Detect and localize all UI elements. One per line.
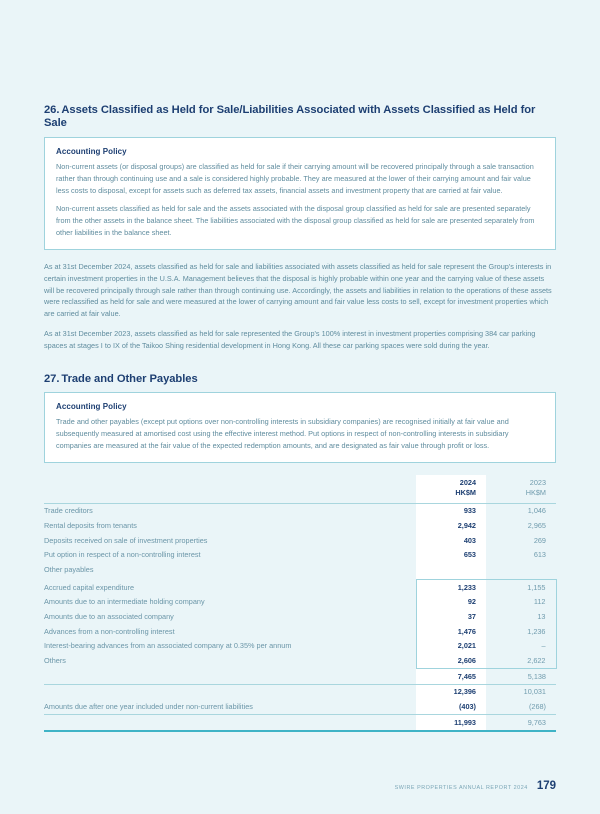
row-label: Rental deposits from tenants — [44, 520, 137, 530]
row-label: Deposits received on sale of investment properties — [44, 535, 208, 545]
row-value-2023: 2,965 — [527, 520, 546, 530]
table-header-2023 — [486, 475, 556, 503]
note-26-policy-paragraph-1: Non-current assets (or disposal groups) are classified as held for sale if their carrying amount will be recovered principally through a sale transaction rather than through continuing use and a sale is considered highly probable. They are measured at the lower of their carrying amount and fair value less costs to disposal, except for assets such as deferred tax assets, financial assets and investment property that are carried at fair value. — [56, 161, 534, 195]
table-row-total — [44, 684, 556, 699]
table-row-non-current — [44, 699, 556, 714]
row-value-2024: 2,606 — [416, 653, 486, 668]
row-value-2024: 37 — [416, 609, 486, 624]
trade-and-other-payables-table — [44, 475, 557, 732]
page-footer — [44, 780, 556, 792]
row-value-2024: 11,993 — [416, 714, 486, 730]
table-row — [44, 548, 556, 563]
row-label: Other payables — [44, 564, 94, 574]
note-27-policy-paragraph-1: Trade and other payables (except put options over non-controlling interests in subsidiary companies) are recognised initially at fair value and subsequently measured at amortised cost using the effective interest method. Put options in respect of non-controlling interests in subsidiary companies are measured at the fair value of the expected redemption amounts, and are designated as fair value through profit or loss. — [56, 417, 509, 451]
row-value-2024 — [416, 562, 486, 577]
table-header-2024-unit: HK$M — [455, 488, 476, 498]
row-value-2024: 653 — [416, 548, 486, 563]
row-label: Amounts due to an intermediate holding company — [44, 597, 205, 607]
row-value-2023: 112 — [486, 595, 556, 610]
note-26-number: 26. — [44, 104, 60, 116]
table-row — [44, 533, 556, 548]
table-header-2024 — [416, 475, 486, 503]
note-27-title: Trade and Other Payables — [61, 372, 198, 385]
table-row — [44, 579, 556, 594]
row-value-2024: 2,021 — [416, 639, 486, 654]
table-row — [44, 653, 556, 668]
row-value-2023 — [486, 562, 556, 577]
row-label: Trade creditors — [44, 506, 93, 516]
note-27-number: 27. — [44, 372, 60, 385]
table-header-2023-year: 2023 — [529, 477, 546, 487]
row-value-2024: 403 — [416, 533, 486, 548]
row-value-2023: – — [486, 639, 556, 654]
row-value-2023: 2,622 — [486, 653, 556, 668]
table-header-2024-year: 2024 — [459, 477, 476, 487]
note-26-heading — [44, 104, 556, 131]
row-label — [44, 684, 416, 699]
table-row-grand-total — [44, 714, 556, 730]
footer-report-title: SWIRE PROPERTIES ANNUAL REPORT 2024 — [394, 785, 528, 791]
row-value-2023: 613 — [533, 550, 546, 560]
row-label: Accrued capital expenditure — [44, 582, 135, 592]
note-26-paragraph-1: As at 31st December 2024, assets classified as held for sale and liabilities associated with assets classified as held for sale represent the Group's interests in certain investment properties in the U.S.A. Management believes that the disposal is highly probable within one year and the carrying value of these assets will be recovered principally through sale rather than through continuing use. Accordingly, the assets and liabilities in relation to the operations of these assets were reclassified as held for sale and were measured at the lower of carrying amount and fair value less costs to sell, except for investment properties which are carried at fair value. — [44, 261, 552, 319]
row-value-2024: 12,396 — [416, 684, 486, 699]
row-value-2023: 10,031 — [486, 684, 556, 699]
note-27-accounting-policy-box — [44, 392, 556, 462]
row-label — [44, 714, 416, 730]
table-row — [44, 595, 556, 610]
row-label: Amounts due after one year included under non-current liabilities — [44, 699, 416, 714]
row-value-2023: (268) — [486, 699, 556, 714]
note-27-policy-title: Accounting Policy — [56, 402, 127, 412]
row-label — [44, 668, 416, 684]
row-value-2023: 9,763 — [486, 714, 556, 730]
table-row-other-payables — [44, 562, 556, 577]
table-row — [44, 639, 556, 654]
row-value-2023: 1,155 — [486, 579, 556, 594]
note-26-title: Assets Classified as Held for Sale/Liabilities Associated with Assets Classified as Held for Sale — [44, 104, 536, 130]
row-value-2024: 7,465 — [416, 668, 486, 684]
row-label: Advances from a non-controlling interest — [44, 626, 175, 636]
row-label: Others — [44, 656, 66, 666]
note-26-paragraph-2: As at 31st December 2023, assets classified as held for sale represented the Group's 100% interest in investment properties comprising 384 car parking spaces at stages I to IX of the Taikoo Shing residential development in Hong Kong. All these car parking spaces were sold during the year. — [44, 329, 536, 351]
row-label: Interest-bearing advances from an associated company at 0.35% per annum — [44, 641, 292, 651]
note-27-heading — [44, 373, 556, 386]
row-value-2024: 92 — [416, 595, 486, 610]
table-header-row — [44, 475, 556, 503]
row-value-2023: 5,138 — [527, 671, 546, 681]
note-26-policy-paragraph-2: Non-current assets classified as held for sale and the assets associated with the disposal group classified as held for sale are presented separately from the other assets in the balance sheet. The liabilities associated with the disposal group classified as held for sale are presented separately from other liabilities in the balance sheet. — [56, 204, 535, 237]
note-26-accounting-policy-box — [44, 137, 556, 250]
table-header-2023-unit: HK$M — [525, 488, 546, 498]
table-row — [44, 503, 556, 518]
row-value-2023: 13 — [486, 609, 556, 624]
row-value-2023: 1,236 — [486, 624, 556, 639]
row-value-2024: (403) — [416, 699, 486, 714]
row-label: Put option in respect of a non-controlling interest — [44, 550, 201, 560]
footer-page-number: 179 — [536, 780, 556, 792]
table-row — [44, 609, 556, 624]
row-value-2024: 933 — [416, 503, 486, 518]
row-value-2023: 1,046 — [527, 506, 546, 516]
row-value-2024: 1,233 — [416, 579, 486, 594]
table-row — [44, 518, 556, 533]
table-row — [44, 624, 556, 639]
row-value-2023: 269 — [533, 535, 546, 545]
note-26-policy-title: Accounting Policy — [56, 146, 127, 156]
row-value-2024: 1,476 — [416, 624, 486, 639]
table-header-label — [44, 475, 416, 503]
table-row-subtotal — [44, 668, 556, 684]
row-value-2024: 2,942 — [416, 518, 486, 533]
row-label: Amounts due to an associated company — [44, 611, 174, 621]
